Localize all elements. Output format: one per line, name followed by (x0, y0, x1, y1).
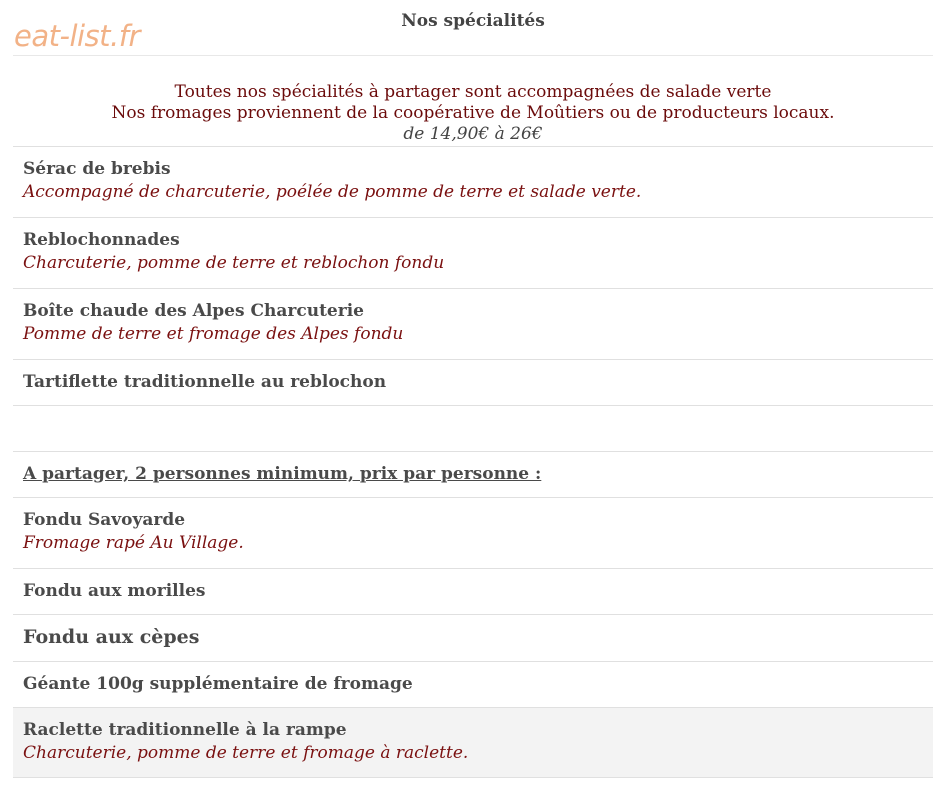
price-range: de 14,90€ à 26€ (403, 124, 543, 144)
menu-item-reblochonnades (13, 218, 933, 289)
sharing-header-row (13, 452, 933, 498)
item-name: Fondu Savoyarde (23, 510, 186, 530)
item-name: Raclette traditionnelle à la rampe (23, 720, 347, 740)
item-description: Charcuterie, pomme de terre et reblochon fondu (23, 253, 445, 273)
sharing-label: A partager, 2 personnes minimum, prix par personne : (23, 464, 542, 484)
menu-item-raclette (13, 708, 933, 778)
menu-item-geante-fromage (13, 662, 933, 708)
menu-item-serac (13, 147, 933, 218)
item-description: Fromage rapé Au Village. (23, 533, 244, 553)
item-name: Géante 100g supplémentaire de fromage (23, 674, 413, 694)
item-name: Boîte chaude des Alpes Charcuterie (23, 301, 364, 321)
item-name: Tartiflette traditionnelle au reblochon (23, 372, 387, 392)
item-description: Pomme de terre et fromage des Alpes fondu (23, 324, 404, 344)
menu-item-fondu-cepes (13, 615, 933, 662)
menu-item-fondu-savoyarde (13, 498, 933, 569)
item-name: Fondu aux morilles (23, 581, 206, 601)
section-title: Nos spécialités (13, 0, 933, 56)
intro-block (13, 56, 933, 147)
menu-item-boite-chaude (13, 289, 933, 360)
item-name: Reblochonnades (23, 230, 180, 250)
intro-line-cheese-origin: Nos fromages proviennent de la coopérative de Moûtiers ou de producteurs locaux. (111, 103, 835, 123)
item-name: Sérac de brebis (23, 159, 171, 179)
specialties-menu (13, 0, 933, 778)
item-description: Charcuterie, pomme de terre et fromage à raclette. (23, 743, 469, 763)
item-description: Accompagné de charcuterie, poélée de pomme de terre et salade verte. (23, 182, 642, 202)
menu-item-tartiflette (13, 360, 933, 406)
item-name: Fondu aux cèpes (23, 626, 200, 648)
menu-item-fondu-morilles (13, 569, 933, 615)
watermark-logo: eat-list.fr (14, 19, 140, 53)
empty-row (13, 406, 933, 452)
intro-line-salad: Toutes nos spécialités à partager sont accompagnées de salade verte (174, 82, 772, 102)
